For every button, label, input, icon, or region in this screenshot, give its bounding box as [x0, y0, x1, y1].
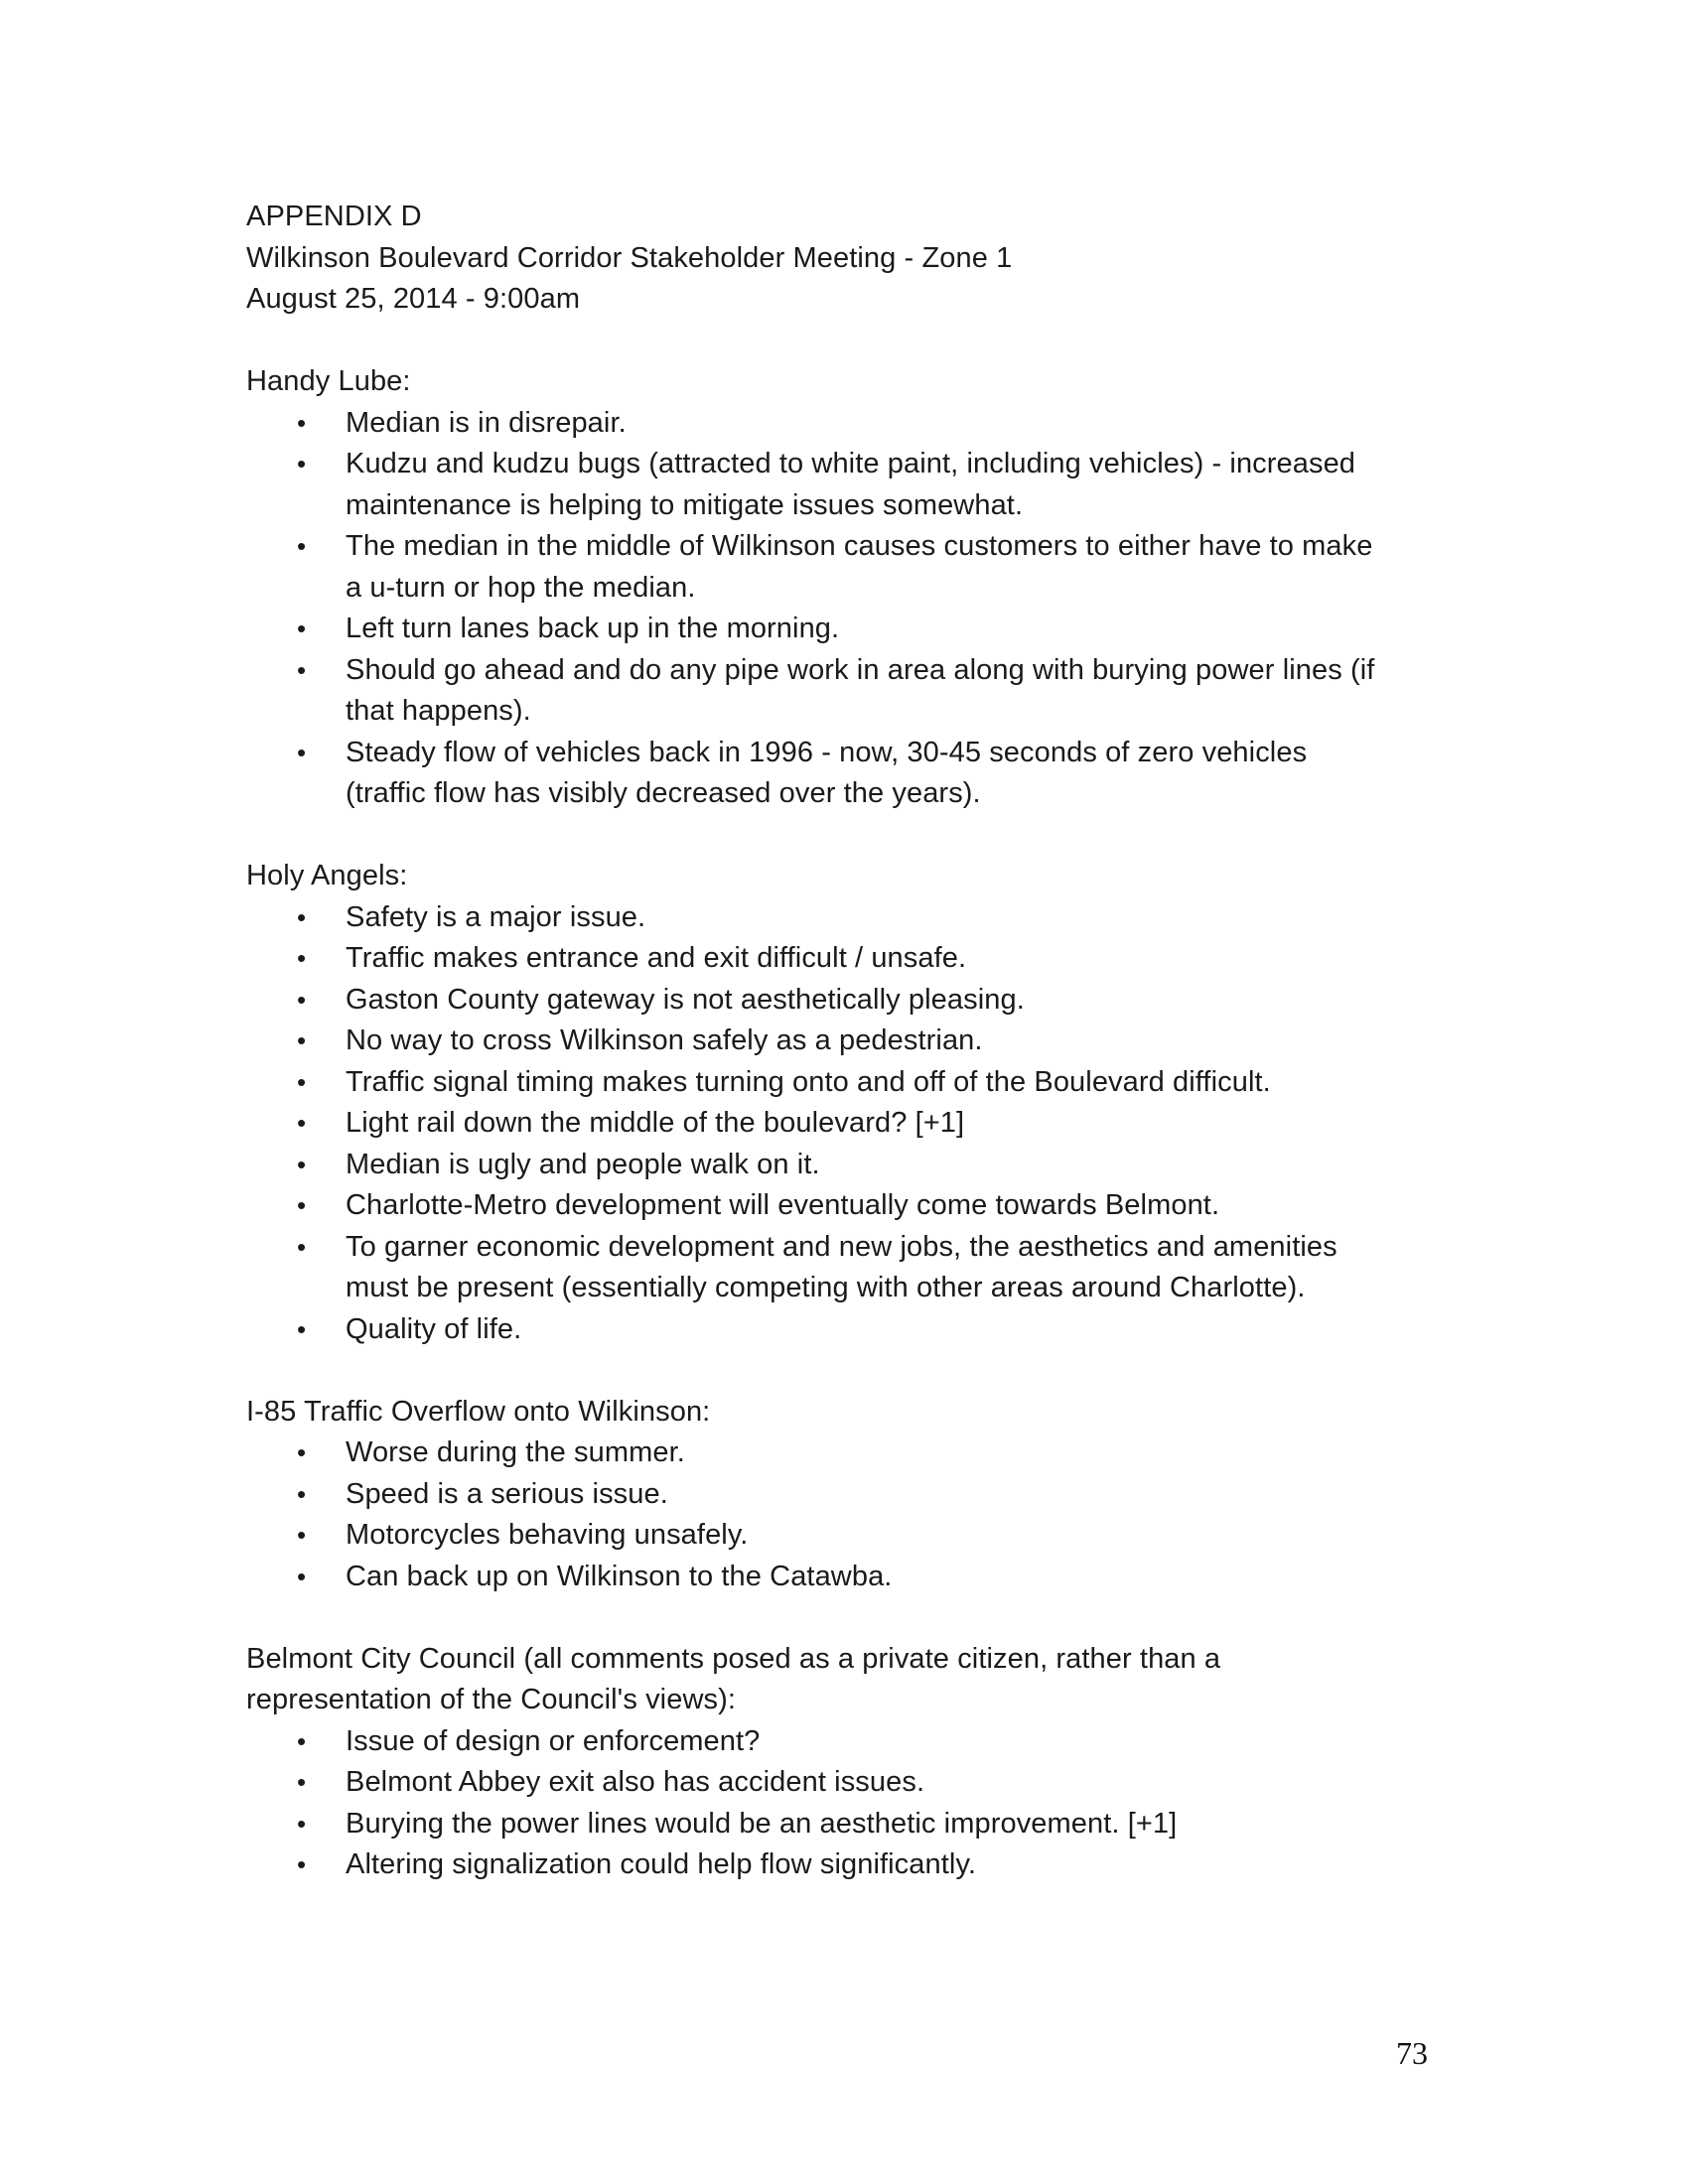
bullet-icon: •: [297, 1478, 307, 1509]
bullet-list: [246, 403, 1448, 815]
list-item-text: Charlotte-Metro development will eventually come towards Belmont.: [346, 1189, 1220, 1221]
bullet-icon: •: [297, 1849, 307, 1879]
list-item: [246, 1021, 1448, 1062]
section-title: I-85 Traffic Overflow onto Wilkinson:: [246, 1395, 711, 1428]
list-item-text: Kudzu and kudzu bugs (attracted to white paint, including vehicles) - increased: [346, 448, 1356, 479]
list-item-text: Safety is a major issue.: [346, 900, 646, 933]
list-item-text: that happens).: [346, 695, 531, 727]
list-item: [246, 1227, 1448, 1309]
bullet-icon: •: [297, 1190, 307, 1220]
list-item: [246, 444, 1448, 526]
list-item: [246, 938, 1448, 980]
bullet-icon: •: [297, 1725, 307, 1756]
list-item: [246, 1762, 1448, 1804]
section-handy-lube: [246, 361, 1448, 815]
bullet-icon: •: [297, 531, 307, 561]
list-item: [246, 1062, 1448, 1104]
list-item-text: Gaston County gateway is not aesthetically pleasing.: [346, 983, 1025, 1016]
list-item: [246, 1474, 1448, 1516]
appendix-label: APPENDIX D: [246, 201, 422, 232]
section-title: Handy Lube:: [246, 365, 411, 397]
bullet-list: [246, 1433, 1448, 1597]
list-item-text: maintenance is helping to mitigate issues somewhat.: [346, 488, 1024, 521]
bullet-icon: •: [297, 614, 307, 643]
bullet-icon: •: [297, 1025, 307, 1055]
bullet-icon: •: [297, 449, 307, 478]
list-item: [246, 1309, 1448, 1351]
list-item-text: Should go ahead and do any pipe work in area along with burying power lines (if: [346, 653, 1375, 686]
list-item-text: Motorcycles behaving unsafely.: [346, 1519, 749, 1551]
list-item: [246, 650, 1448, 733]
list-item: [246, 1103, 1448, 1145]
bullet-icon: •: [297, 1149, 307, 1179]
list-item: [246, 403, 1448, 445]
list-item: [246, 1844, 1448, 1886]
bullet-icon: •: [297, 901, 307, 932]
section-title: Holy Angels:: [246, 860, 408, 891]
meeting-datetime: August 25, 2014 - 9:00am: [246, 283, 581, 315]
list-item-text: Can back up on Wilkinson to the Catawba.: [346, 1560, 893, 1592]
list-item: [246, 1433, 1448, 1474]
bullet-icon: •: [297, 1437, 307, 1467]
list-item-text: Median is ugly and people walk on it.: [346, 1148, 820, 1180]
list-item-text: Altering signalization could help flow significantly.: [346, 1848, 977, 1880]
list-item-text: The median in the middle of Wilkinson causes customers to either have to make: [346, 530, 1373, 562]
bullet-icon: •: [297, 1313, 307, 1344]
list-item-text: To garner economic development and new jobs, the aesthetics and amenities: [346, 1230, 1337, 1263]
list-item: [246, 1557, 1448, 1598]
list-item: [246, 609, 1448, 650]
section-holy-angels: [246, 856, 1448, 1350]
bullet-icon: •: [297, 654, 307, 685]
list-item: [246, 1515, 1448, 1557]
list-item-text: Light rail down the middle of the boulevard? [+1]: [346, 1107, 965, 1139]
list-item-text: Steady flow of vehicles back in 1996 - now, 30-45 seconds of zero vehicles: [346, 736, 1308, 768]
bullet-icon: •: [297, 984, 307, 1015]
bullet-icon: •: [297, 1108, 307, 1138]
list-item-text: Median is in disrepair.: [346, 406, 627, 439]
list-item: [246, 526, 1448, 609]
page-number: 73: [1396, 2035, 1428, 2071]
section-title: representation of the Council's views):: [246, 1684, 737, 1715]
list-item: [246, 980, 1448, 1022]
bullet-list: [246, 897, 1448, 1351]
list-item-text: Issue of design or enforcement?: [346, 1724, 761, 1757]
list-item-text: (traffic flow has visibly decreased over the years).: [346, 777, 981, 809]
bullet-icon: •: [297, 1808, 307, 1839]
section-i85-overflow: [246, 1392, 1448, 1598]
list-item-text: Quality of life.: [346, 1312, 522, 1345]
document-body: [246, 197, 1448, 1886]
list-item-text: must be present (essentially competing with other areas around Charlotte).: [346, 1272, 1306, 1303]
bullet-icon: •: [297, 943, 307, 973]
bullet-icon: •: [297, 1066, 307, 1097]
list-item: [246, 733, 1448, 815]
meeting-title: Wilkinson Boulevard Corridor Stakeholder Meeting - Zone 1: [246, 241, 1013, 274]
list-item-text: Traffic makes entrance and exit difficult / unsafe.: [346, 942, 967, 974]
bullet-icon: •: [297, 1561, 307, 1591]
list-item-text: No way to cross Wilkinson safely as a pedestrian.: [346, 1024, 983, 1056]
list-item-text: Belmont Abbey exit also has accident issues.: [346, 1766, 925, 1798]
list-item: [246, 1721, 1448, 1763]
list-item: [246, 897, 1448, 939]
list-item: [246, 1145, 1448, 1186]
bullet-icon: •: [297, 737, 307, 767]
section-belmont-city-council: [246, 1639, 1448, 1886]
section-title: Belmont City Council (all comments posed as a private citizen, rather than a: [246, 1642, 1221, 1675]
list-item-text: a u-turn or hop the median.: [346, 571, 696, 604]
list-item: [246, 1185, 1448, 1227]
list-item-text: Traffic signal timing makes turning onto and off of the Boulevard difficult.: [346, 1065, 1271, 1098]
list-item-text: Worse during the summer.: [346, 1436, 685, 1468]
list-item-text: Burying the power lines would be an aesthetic improvement. [+1]: [346, 1807, 1178, 1840]
bullet-icon: •: [297, 1520, 307, 1550]
list-item-text: Left turn lanes back up in the morning.: [346, 613, 840, 644]
bullet-list: [246, 1721, 1448, 1886]
bullet-icon: •: [297, 1767, 307, 1797]
bullet-icon: •: [297, 407, 307, 438]
list-item-text: Speed is a serious issue.: [346, 1477, 668, 1510]
bullet-icon: •: [297, 1231, 307, 1262]
list-item: [246, 1804, 1448, 1845]
